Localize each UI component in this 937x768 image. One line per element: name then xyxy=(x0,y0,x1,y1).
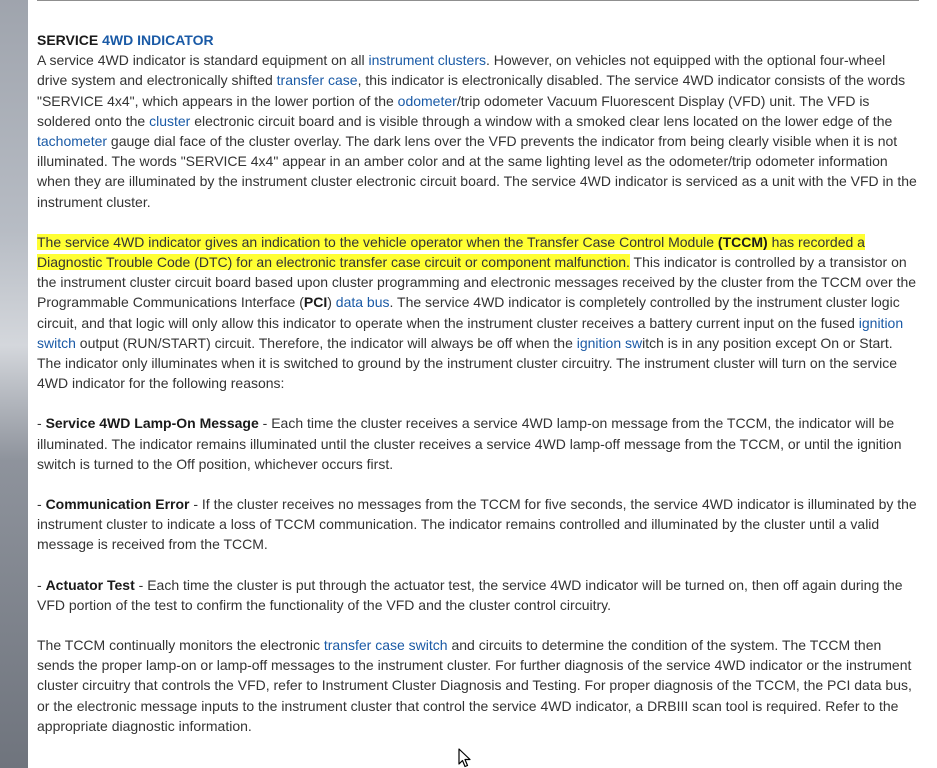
document-page xyxy=(28,0,937,768)
highlighted-text: The service 4WD indicator gives an indication to the vehicle operator when the xyxy=(37,233,528,250)
highlighted-tccm-bold: (TCCM) xyxy=(717,233,768,250)
list-item: - Actuator Test - Each time the cluster is put through the actuator test, the service 4WD indicator will be turned on, then off again during the VFD portion of the test to confirm the functionality of the VFD and the cluster control circuitry. xyxy=(37,576,903,613)
link-ignition-switch-2[interactable]: ignition sw xyxy=(576,334,643,351)
link-transfer-case[interactable]: transfer case xyxy=(276,72,358,89)
item-label: Actuator Test xyxy=(45,576,135,593)
list-item: - Communication Error - If the cluster receives no messages from the TCCM for five seconds, the service 4WD indicator is illuminated by the instrument cluster to indicate a loss of TCCM communication. The indicator remains controlled and illuminated by the cluster until a valid message is received from the TCCM. xyxy=(37,496,917,553)
paragraph-2: The service 4WD indicator gives an indication to the vehicle operator when the Transfer Case Control Module (TCCM) has recorded a Diagnostic Trouble Code (DTC) for an electronic transfer case circuit or component malfunction. This indicator is controlled by a transistor on the instrument cluster circuit board based upon cluster programming and electronic messages received by the cluster from the TCCM over the Programmable Communications Interface (PCI) data bus. The service 4WD indicator is completely controlled by the instrument cluster logic circuit, and that logic will only allow this indicator to operate when the instrument cluster receives a battery current input on the fused ignition switch output (RUN/START) circuit. Therefore, the indicator will always be off when the ignition switch is in any position except On or Start. The indicator only illuminates when it is switched to ground by the instrument cluster circuitry. The instrument cluster will turn on the service 4WD indicator for the following reasons: xyxy=(37,233,917,392)
list-item: - Service 4WD Lamp-On Message - Each time the cluster receives a service 4WD lamp-on message from the TCCM, the indicator will be illuminated. The indicator remains illuminated until the cluster receives a service 4WD lamp-off message from the TCCM, or until the ignition switch is turned to the Off position, whichever occurs first. xyxy=(37,415,902,472)
link-data-bus[interactable]: data bus xyxy=(335,294,390,311)
item-label: Service 4WD Lamp-On Message xyxy=(45,415,259,432)
paragraph-3: The TCCM continually monitors the electronic transfer case switch and circuits to determine the condition of the system. The TCCM then sends the proper lamp-on or lamp-off messages to the instrument cluster. For further diagnosis of the service 4WD indicator or the instrument cluster circuitry that controls the VFD, refer to Instrument Cluster Diagnosis and Testing. For proper diagnosis of the TCCM, the PCI data bus, or the electronic message inputs to the instrument cluster that control the service 4WD indicator, a DRBIII scan tool is required. Refer to the appropriate diagnostic information. xyxy=(37,637,912,734)
top-divider xyxy=(37,0,919,1)
highlighted-text-part: ntrol Module xyxy=(636,233,715,250)
section-title xyxy=(37,30,919,50)
article-body xyxy=(37,30,919,756)
link-ignition-switch[interactable]: ignition switch xyxy=(37,314,904,351)
pci-bold: PCI xyxy=(303,294,328,311)
title-link-4wd-indicator[interactable]: 4WD INDICATOR xyxy=(102,32,214,48)
title-prefix: SERVICE xyxy=(37,32,103,48)
link-transfer-case-switch[interactable]: transfer case switch xyxy=(323,637,448,654)
highlighted-link-part: Transfer Case Co xyxy=(527,233,637,250)
link-odometer[interactable]: odometer xyxy=(397,92,457,109)
link-instrument-clusters[interactable]: instrument clusters xyxy=(368,52,486,69)
window-left-edge xyxy=(0,0,28,768)
paragraph-1: A service 4WD indicator is standard equipment on all instrument clusters. However, on vehicles not equipped with the optional four-wheel drive system and electronically shifted transfer case, this indicator is electronically disabled. The service 4WD indicator consists of the words "SERVICE 4x4", which appears in the lower portion of the odometer/trip odometer Vacuum Fluorescent Display (VFD) unit. The VFD is soldered onto the cluster electronic circuit board and is visible through a window with a smoked clear lens located on the lower edge of the tachometer gauge dial face of the cluster overlay. The dark lens over the VFD prevents the indicator from being clearly visible when it is not illuminated. The words "SERVICE 4x4" appear in an amber color and at the same lighting level as the odometer/trip odometer information when they are illuminated by the instrument cluster electronic circuit board. The service 4WD indicator is serviced as a unit with the VFD in the instrument cluster. xyxy=(37,52,917,210)
item-label: Communication Error xyxy=(45,496,190,513)
link-cluster[interactable]: cluster xyxy=(149,112,191,129)
mouse-pointer-icon xyxy=(458,748,472,768)
highlighted-text-end: has recorded a Diagnostic Trouble Code (DTC) for an electronic transfer case circuit or component malfunction. xyxy=(37,233,865,271)
link-tachometer[interactable]: tachometer xyxy=(37,133,108,150)
